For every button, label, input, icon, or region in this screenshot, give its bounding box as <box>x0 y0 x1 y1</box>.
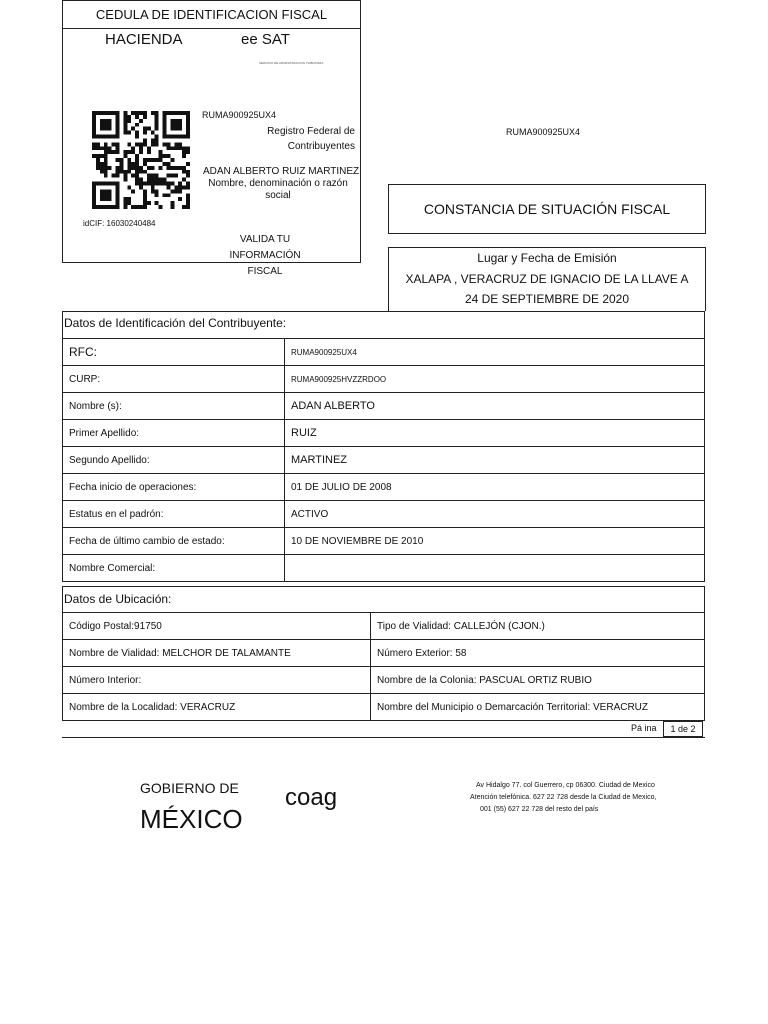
card-rfc: RUMA900925UX4 <box>202 110 277 120</box>
location-cell: Número Exterior: 58 <box>371 640 705 667</box>
identification-row <box>63 528 705 555</box>
location-row <box>63 613 705 640</box>
identification-table <box>62 338 705 582</box>
identification-label: Nombre (s): <box>63 393 285 420</box>
identification-label: Segundo Apellido: <box>63 447 285 474</box>
identification-value: RUIZ <box>285 420 705 447</box>
identification-value: 01 DE JULIO DE 2008 <box>285 474 705 501</box>
location-heading: Datos de Ubicación: <box>64 592 172 606</box>
mexico-text: MÉXICO <box>140 804 243 834</box>
location-row <box>63 694 705 721</box>
footer-address-line-3: 001 (55) 627 22 728 del resto del país <box>480 806 599 813</box>
emission-date: 24 DE SEPTIEMBRE DE 2020 <box>464 292 630 306</box>
location-cell: Número Interior: <box>63 667 371 694</box>
footer-address-line-1: Av Hidalgo 77. col Guerrero, cp 06300. Ciudad de Mexico <box>476 782 655 789</box>
identification-row <box>63 501 705 528</box>
identification-value: 10 DE NOVIEMBRE DE 2010 <box>285 528 705 555</box>
page-label: Pá ina <box>631 723 657 733</box>
location-cell: Nombre de la Colonia: PASCUAL ORTIZ RUBIO <box>371 667 705 694</box>
identification-row <box>63 393 705 420</box>
identification-row <box>63 555 705 582</box>
identification-value: RUMA900925HVZZRDOO <box>285 366 705 393</box>
location-row <box>63 640 705 667</box>
identification-row <box>63 366 705 393</box>
cedula-title: CEDULA DE IDENTIFICACION FISCAL <box>63 1 360 29</box>
identification-label: Fecha de último cambio de estado: <box>63 528 285 555</box>
identification-heading: Datos de Identificación del Contribuyente: <box>64 316 287 330</box>
top-right-rfc: RUMA900925UX4 <box>506 127 581 137</box>
page-number: 1 de 2 <box>663 721 703 737</box>
bottom-rule <box>62 737 705 738</box>
emission-place: XALAPA , VERACRUZ DE IGNACIO DE LA LLAVE A <box>405 272 689 286</box>
identification-row <box>63 339 705 366</box>
constancia-title: CONSTANCIA DE SITUACIÓN FISCAL <box>423 201 671 217</box>
gobierno-text: GOBIERNO DE <box>140 780 239 796</box>
identification-row <box>63 420 705 447</box>
location-cell: Nombre del Municipio o Demarcación Territorial: VERACRUZ <box>371 694 705 721</box>
location-heading-box <box>62 586 705 613</box>
identification-label: CURP: <box>63 366 285 393</box>
location-cell: Tipo de Vialidad: CALLEJÓN (CJON.) <box>371 613 705 640</box>
hacienda-logo-text: HACIENDA <box>105 31 183 48</box>
location-cell: Código Postal:91750 <box>63 613 371 640</box>
identification-value: ACTIVO <box>285 501 705 528</box>
validate-text[interactable]: VALIDA TU INFORMACIÓN FISCAL <box>229 234 301 277</box>
identification-value: RUMA900925UX4 <box>285 339 705 366</box>
idcif: idCIF: 16030240484 <box>83 219 156 228</box>
footer-address-line-2: Atención telefónica. 627 22 728 desde la Ciudad de Mexico, <box>470 794 657 801</box>
identification-heading-box <box>62 311 705 339</box>
identification-value <box>285 555 705 582</box>
identification-label: Primer Apellido: <box>63 420 285 447</box>
location-row <box>63 667 705 694</box>
identification-label: Nombre Comercial: <box>63 555 285 582</box>
emission-box <box>388 247 706 311</box>
coag-logo: coag <box>285 784 338 811</box>
location-cell: Nombre de la Localidad: VERACRUZ <box>63 694 371 721</box>
qr-code[interactable] <box>92 106 190 214</box>
emission-label: Lugar y Fecha de Emisión <box>477 251 617 265</box>
identification-row <box>63 447 705 474</box>
sat-logo-text: ee SAT <box>241 31 290 48</box>
identification-label: Fecha inicio de operaciones: <box>63 474 285 501</box>
location-cell: Nombre de Vialidad: MELCHOR DE TALAMANTE <box>63 640 371 667</box>
card-taxpayer-name: ADAN ALBERTO RUIZ MARTINEZ <box>203 166 360 177</box>
identification-row <box>63 474 705 501</box>
rfc-caption: Registro Federal de Contribuyentes <box>267 126 355 152</box>
location-table <box>62 612 705 721</box>
constancia-title-box <box>388 184 706 234</box>
identification-value: ADAN ALBERTO <box>285 393 705 420</box>
identification-label: Estatus en el padrón: <box>63 501 285 528</box>
sat-caption: SERVICIO DE ADMINISTRACION TRIBUTARIA <box>259 61 324 65</box>
identification-value: MARTINEZ <box>285 447 705 474</box>
identification-label: RFC: <box>63 339 285 366</box>
name-caption: Nombre, denominación o razón social <box>208 178 348 201</box>
